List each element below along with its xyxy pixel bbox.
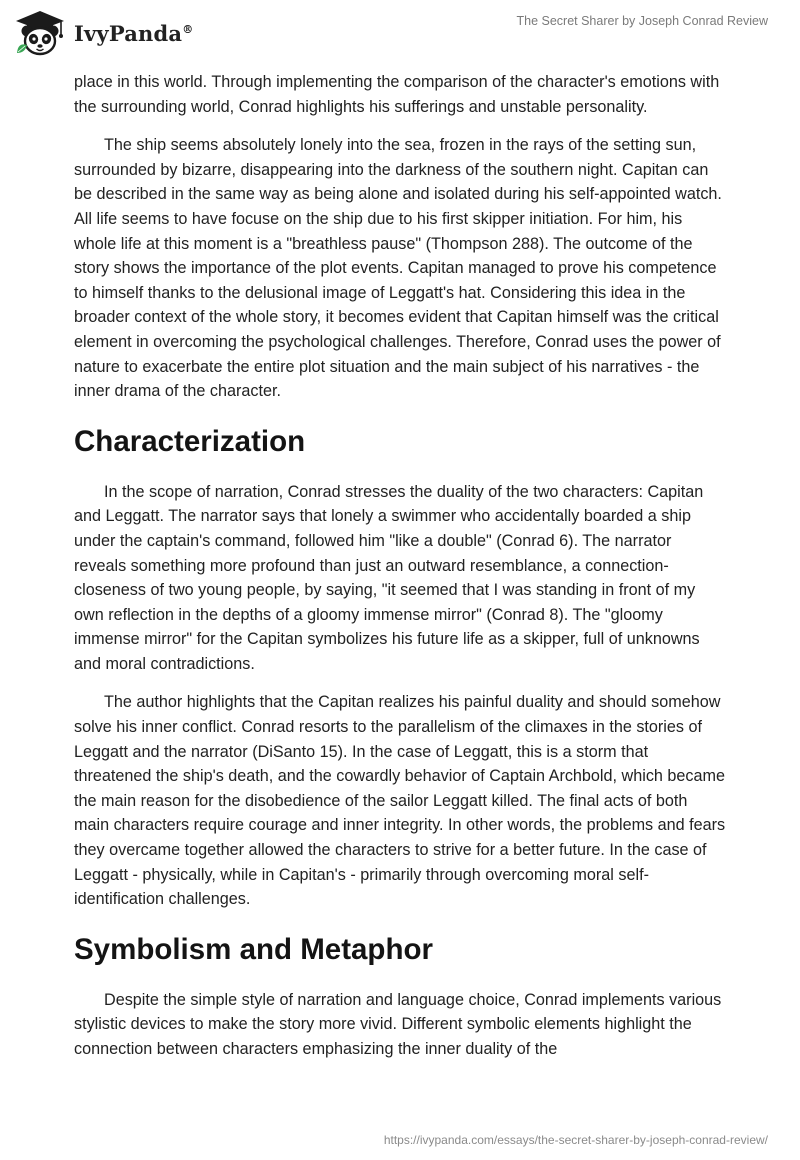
brand-name: IvyPanda® (74, 20, 194, 46)
source-url[interactable]: https://ivypanda.com/essays/the-secret-sharer-by-joseph-conrad-review/ (383, 1133, 768, 1147)
heading-characterization: Characterization (74, 424, 306, 458)
paragraph-characterization-2: The author highlights that the Capitan realizes his painful duality and should somehow solve his inner conflict. Conrad resorts to the parallelism of the climaxes in the stories of Leggatt and the narrator (DiSanto 15). In the case of Leggatt, this is a storm that threatened the ship's death, and the cowardly behavior of Captain Archbold, which became the main reason for the disobedience of the sailor Leggatt killed. The final acts of both main characters require courage and inner integrity. In other words, the problems and fears they overcame together allowed the characters to strive for a better future. In the case of Leggatt - physically, while in Capitan's - primarily through overcoming moral self-identification challenges. (74, 693, 726, 909)
heading-symbolism-metaphor: Symbolism and Metaphor (74, 932, 433, 966)
page-header (0, 0, 800, 66)
panda-graduation-cap-icon (14, 9, 66, 57)
paragraph-symbolism-1: Despite the simple style of narration and language choice, Conrad implements various stylistic devices to make the story more vivid. Different symbolic elements highlight the connection between characters emphasizing the inner duality of the (74, 990, 722, 1058)
paragraph-characterization-1: In the scope of narration, Conrad stresses the duality of the two characters: Capitan and Leggatt. The narrator says that lonely a swimmer who accidentally boarded a ship under the captain's command, followed him "like a double" (Conrad 6). The narrator reveals something more profound than just an outward resemblance, a connection-closeness of two young people, by saying, "it seemed that I was standing in front of my own reflection in the depths of a gloomy immense mirror" (Conrad 8). The "gloomy immense mirror" for the Capitan symbolizes his future life as a skipper, full of unknowns and moral contradictions. (74, 482, 704, 673)
paragraph-ship: The ship seems absolutely lonely into the sea, frozen in the rays of the setting sun, surrounded by bizarre, disappearing into the darkness of the southern night. Capitan can be described in the same way as being alone and isolated during his self-appointed watch. All life seems to have focuse on the ship due to his first skipper initiation. For him, his whole life at this moment is a "breathless pause" (Thompson 288). The outcome of the story shows the importance of the plot events. Capitan managed to prove his competence to himself thanks to the delusional image of Leggatt's hat. Considering this idea in the broader context of the whole story, it becomes evident that Capitan himself was the critical element in overcoming the psychological challenges. Therefore, Conrad uses the power of nature to exacerbate the entire plot situation and the main subject of his narratives - the inner drama of the character. (74, 136, 722, 401)
paragraph-intro-continued: place in this world. Through implementing the comparison of the character's emotions with the surrounding world, Conrad highlights his sufferings and unstable personality. (74, 73, 720, 116)
ivypanda-logo[interactable] (14, 9, 193, 57)
document-title: The Secret Sharer by Joseph Conrad Review (516, 14, 768, 28)
essay-body (74, 70, 726, 1076)
